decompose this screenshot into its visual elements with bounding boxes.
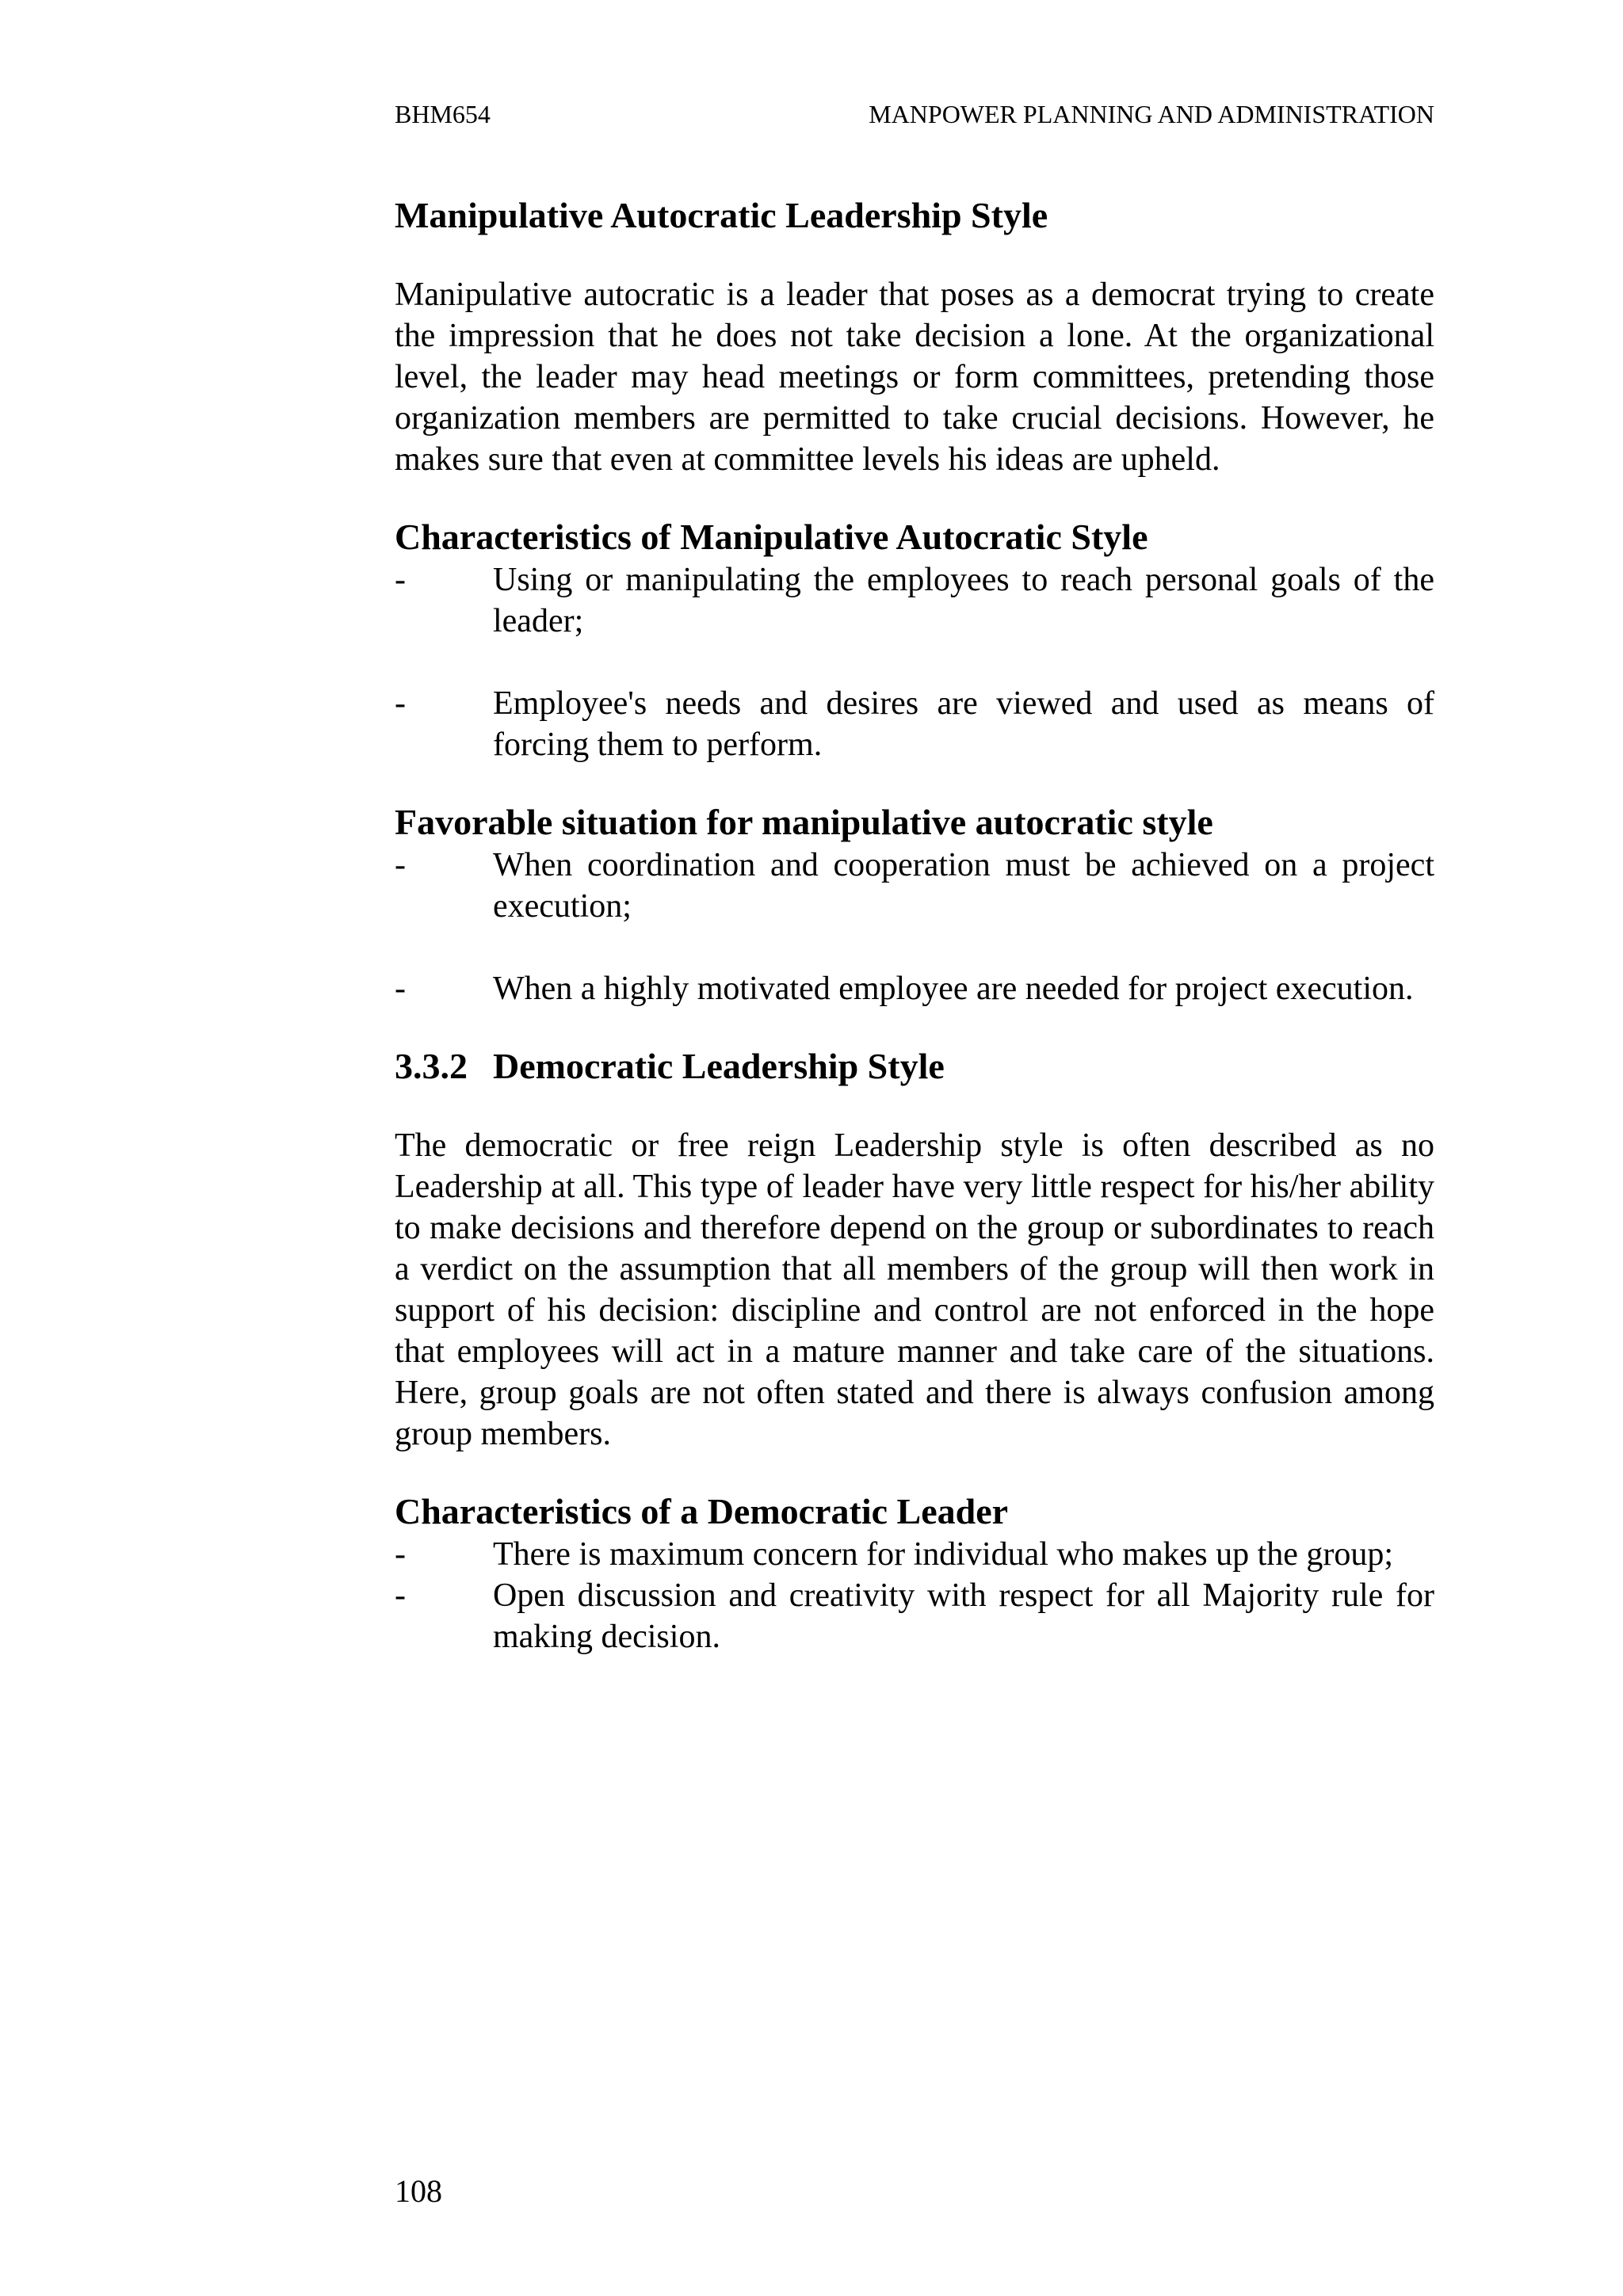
characteristics-democratic-heading: Characteristics of a Democratic Leader	[395, 1491, 1009, 1531]
democratic-leadership-heading	[395, 1044, 1434, 1089]
list-item-text: There is maximum concern for individual who makes up the group;	[493, 1536, 1394, 1573]
list-item	[395, 845, 1434, 927]
course-code: BHM654	[395, 100, 491, 128]
list-dash: -	[395, 562, 406, 598]
list-item	[395, 968, 1434, 1009]
manipulative-autocratic-heading: Manipulative Autocratic Leadership Style	[395, 195, 1048, 235]
list-item-text: When a highly motivated employee are needed for project execution.	[493, 971, 1414, 1007]
favorable-situation-list	[395, 845, 1434, 1009]
list-item	[395, 1575, 1434, 1657]
list-item-text: When coordination and cooperation must be achieved on a project execution;	[493, 847, 1434, 925]
section-number: 3.3.2	[395, 1046, 468, 1086]
list-dash: -	[395, 1577, 406, 1614]
list-dash: -	[395, 847, 406, 883]
list-dash: -	[395, 1536, 406, 1573]
list-item	[395, 683, 1434, 765]
list-item-text: Open discussion and creativity with respect for all Majority rule for making decision.	[493, 1577, 1434, 1655]
characteristics-manipulative-list	[395, 559, 1434, 765]
list-item	[395, 559, 1434, 642]
favorable-situation-heading: Favorable situation for manipulative autocratic style	[395, 802, 1213, 842]
list-item-text: Employee's needs and desires are viewed and used as means of forcing them to perform.	[493, 685, 1434, 763]
democratic-leadership-paragraph: The democratic or free reign Leadership style is often described as no Leadership at all. This type of leader have very little respect for his/her ability to make decisions and therefore depend on the group or subordinates to reach a verdict on the assumption that all members of the group will then work in support of his decision: discipline and control are not enforced in the hope that employees will act in a mature manner and take care of the situations. Here, group goals are not often stated and there is always confusion among group members.	[395, 1127, 1434, 1452]
running-header	[395, 98, 1434, 130]
characteristics-manipulative-heading: Characteristics of Manipulative Autocratic Style	[395, 517, 1148, 557]
list-item-text: Using or manipulating the employees to reach personal goals of the leader;	[493, 562, 1434, 639]
course-title: MANPOWER PLANNING AND ADMINISTRATION	[869, 100, 1434, 128]
characteristics-democratic-list	[395, 1534, 1434, 1657]
list-item	[395, 1534, 1434, 1575]
list-dash: -	[395, 685, 406, 722]
page-content	[395, 193, 1434, 1657]
list-dash: -	[395, 971, 406, 1007]
page-number: 108	[395, 2173, 442, 2209]
section-title: Democratic Leadership Style	[493, 1046, 945, 1086]
manipulative-autocratic-paragraph: Manipulative autocratic is a leader that poses as a democrat trying to create the impression that he does not take decision a lone. At the organizational level, the leader may head meetings or form committees, pretending those organization members are permitted to take crucial decisions. However, he makes sure that even at committee levels his ideas are upheld.	[395, 277, 1434, 478]
